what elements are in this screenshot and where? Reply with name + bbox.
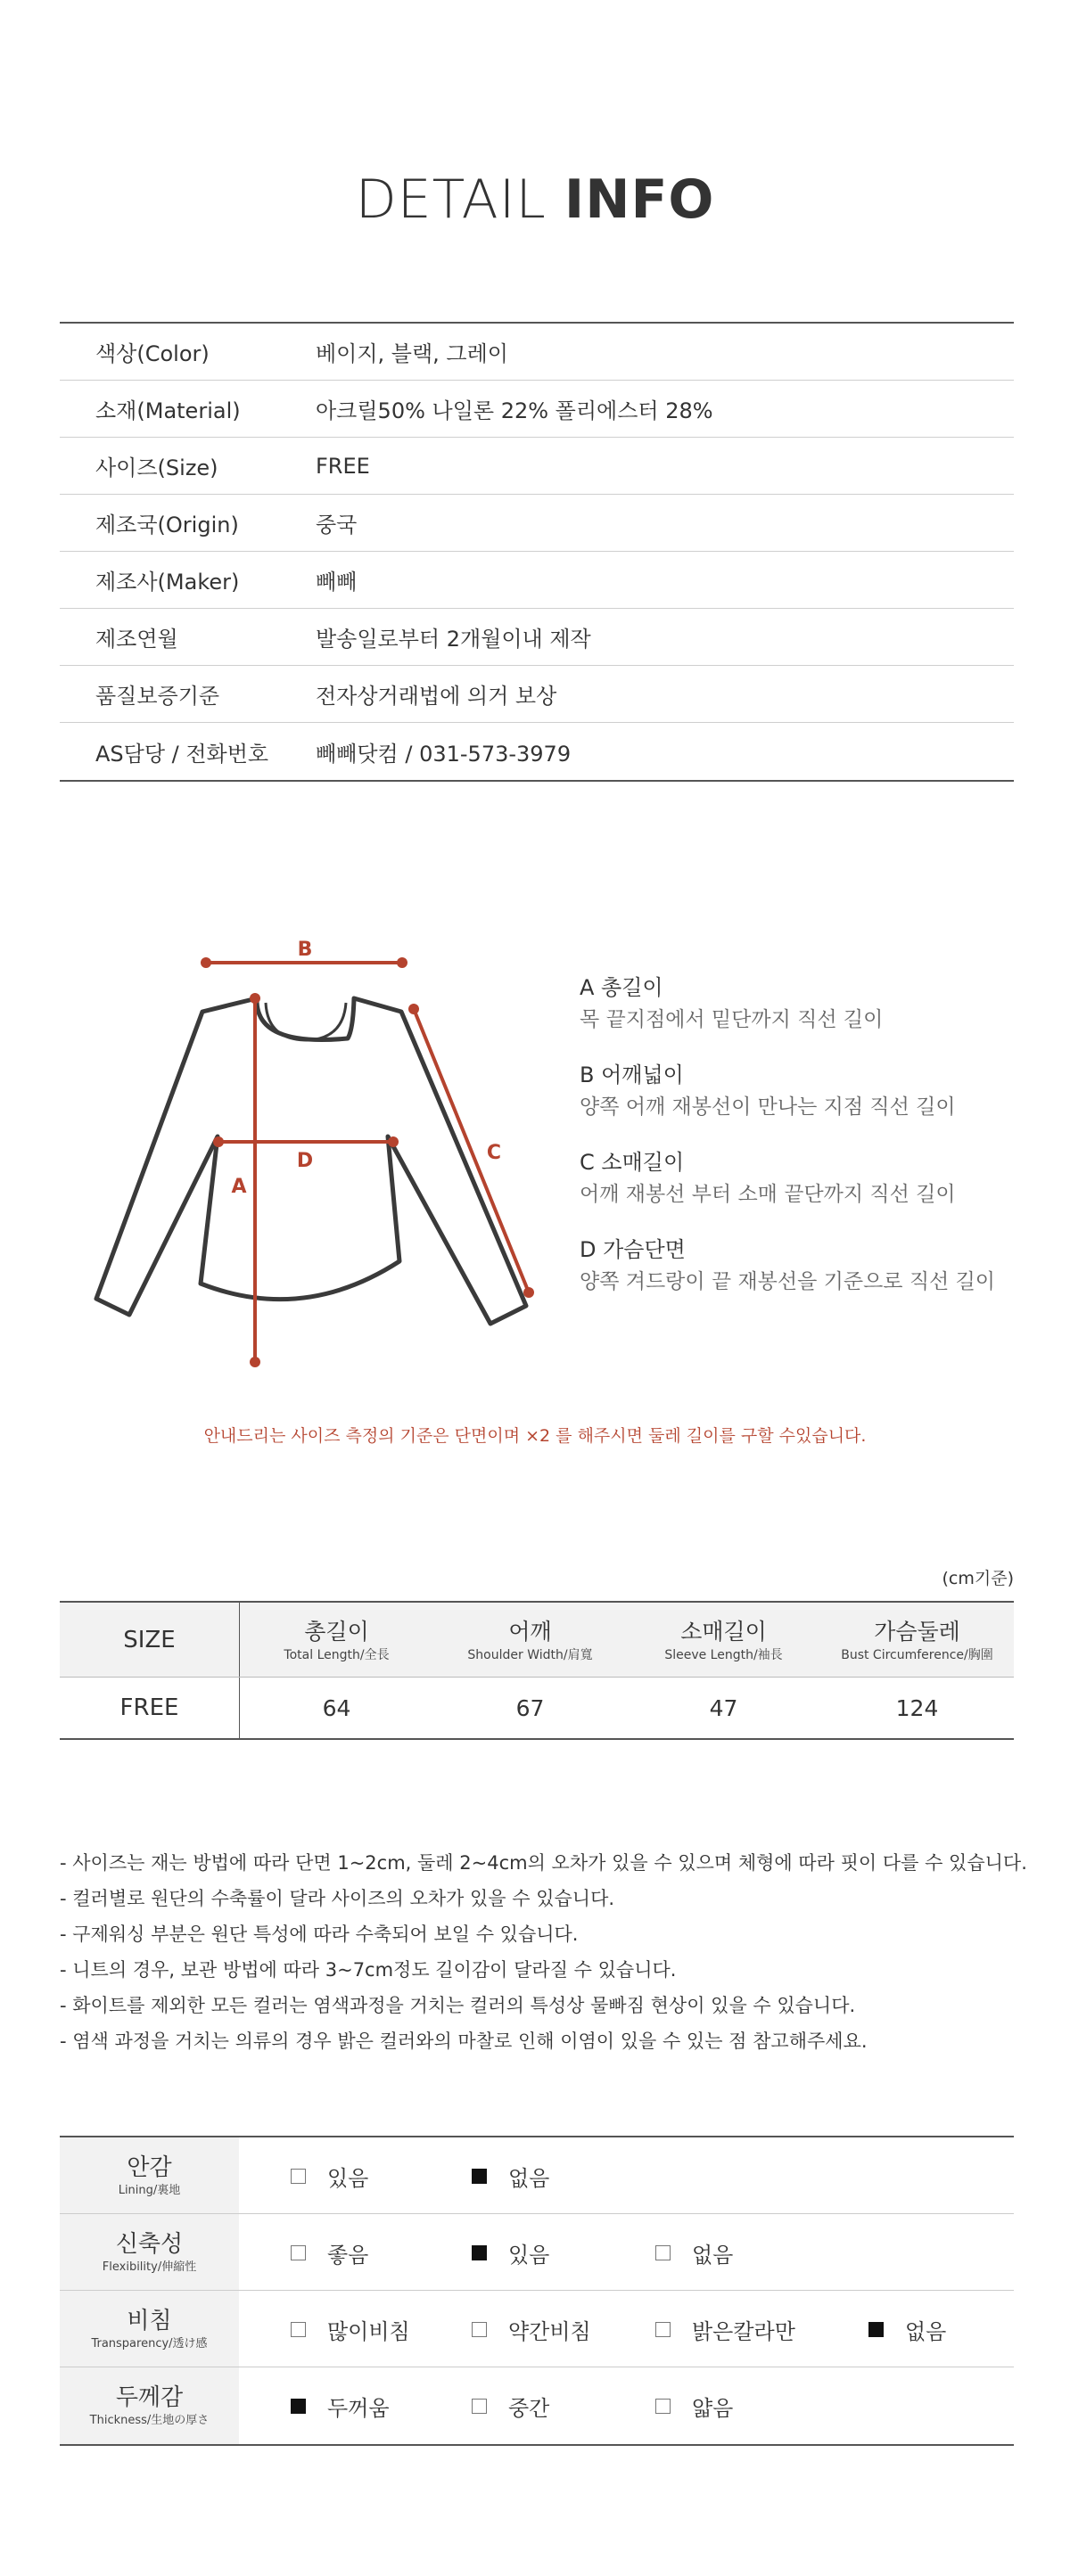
size-table-header	[60, 1603, 1014, 1678]
fabric-sub: Flexibility/伸縮性	[102, 2260, 197, 2274]
column-name: 총길이	[304, 1618, 369, 1645]
fabric-option	[291, 2291, 410, 2367]
fabric-option	[472, 2214, 549, 2291]
checkbox-checked-icon	[472, 2169, 487, 2184]
fabric-sub: Transparency/透け感	[91, 2336, 208, 2350]
fabric-sub: Lining/裏地	[118, 2183, 181, 2197]
size-notes	[60, 1845, 1067, 2059]
info-value: 아크릴50% 나일론 22% 폴리에스터 28%	[316, 398, 713, 423]
note-line: - 컬러별로 원단의 수축률이 달라 사이즈의 오차가 있을 수 있습니다.	[60, 1888, 615, 1909]
size-table	[60, 1601, 1014, 1740]
fabric-options	[239, 2367, 1014, 2444]
fabric-label	[60, 2291, 239, 2367]
product-info-table	[60, 322, 1014, 782]
column-sub: Shoulder Width/肩寬	[467, 1647, 593, 1662]
size-value: 47	[709, 1694, 738, 1721]
fabric-row	[60, 2367, 1014, 2444]
checkbox-icon	[655, 2245, 671, 2260]
fabric-name: 두께감	[115, 2384, 184, 2411]
measure-label-d: D	[296, 1150, 314, 1172]
fabric-name: 비침	[127, 2307, 172, 2334]
legend-title: D 가슴단면	[580, 1237, 686, 1262]
fabric-option	[868, 2291, 946, 2367]
info-row	[60, 723, 1014, 780]
checkbox-icon	[472, 2322, 487, 2337]
column-sub: Total Length/全長	[284, 1647, 390, 1662]
measure-label-c: C	[486, 1142, 502, 1164]
checkbox-checked-icon	[868, 2322, 884, 2337]
legend-desc: 어깨 재봉선 부터 소매 끝단까지 직선 길이	[580, 1183, 956, 1206]
info-value: 빼빼	[316, 570, 358, 595]
option-label: 있음	[508, 2242, 550, 2268]
note-line: - 화이트를 제외한 모든 컬러는 염색과정을 거치는 컬러의 특성상 물빠짐 현상이 있을 수 있습니다.	[60, 1995, 856, 2016]
fabric-options	[239, 2214, 1014, 2290]
info-row	[60, 438, 1014, 495]
legend-title: B 어깨넓이	[580, 1062, 684, 1087]
option-label: 두꺼움	[327, 2395, 390, 2421]
size-value: 124	[895, 1694, 939, 1721]
info-label: 제조사(Maker)	[95, 570, 240, 595]
measure-dot	[201, 957, 211, 968]
fabric-option	[291, 2367, 390, 2444]
note-line: - 구제워싱 부분은 원단 특성에 따라 수축되어 보일 수 있습니다.	[60, 1924, 579, 1945]
note-line: - 염색 과정을 거치는 의류의 경우 밝은 컬러와의 마찰로 인해 이염이 있을 수 있는 점 참고해주세요.	[60, 2030, 868, 2052]
measure-dot	[250, 993, 260, 1004]
fabric-option	[655, 2291, 795, 2367]
legend-title: A 총길이	[580, 975, 663, 1000]
option-label: 좋음	[327, 2242, 369, 2268]
fabric-option	[291, 2214, 368, 2291]
info-row	[60, 609, 1014, 666]
measure-dot	[408, 1004, 419, 1014]
checkbox-icon	[472, 2399, 487, 2414]
fabric-row	[60, 2291, 1014, 2367]
page-title	[0, 162, 1070, 237]
title-light: DETAIL	[355, 168, 564, 231]
size-column-header	[433, 1603, 627, 1677]
checkbox-icon	[291, 2322, 306, 2337]
size-notice: 안내드리는 사이즈 측정의 기준은 단면이며 ×2 를 해주시면 둘레 길이를 구할 수있습니다.	[203, 1426, 867, 1446]
info-label: 색상(Color)	[95, 341, 210, 366]
size-value: 67	[515, 1694, 545, 1721]
measurement-legend	[580, 972, 1043, 1321]
info-value: FREE	[316, 453, 370, 479]
size-column-header	[627, 1603, 820, 1677]
info-value: 발송일로부터 2개월이내 제작	[316, 627, 591, 652]
size-value: 64	[322, 1694, 351, 1721]
fabric-name: 안감	[127, 2154, 172, 2181]
fabric-option	[655, 2214, 733, 2291]
fabric-label	[60, 2137, 239, 2213]
checkbox-checked-icon	[291, 2399, 306, 2414]
fabric-option	[472, 2367, 549, 2444]
note-line: - 니트의 경우, 보관 방법에 따라 3~7cm정도 길이감이 달라질 수 있습니다.	[60, 1959, 677, 1981]
checkbox-icon	[655, 2399, 671, 2414]
fabric-sub: Thickness/生地の厚さ	[89, 2414, 210, 2427]
fabric-options	[239, 2137, 1014, 2213]
size-unit-label: (cm기준)	[942, 1569, 1014, 1588]
size-header-label: SIZE	[60, 1603, 240, 1677]
measure-dot	[523, 1287, 534, 1298]
legend-item	[580, 1234, 1043, 1298]
measure-line-c	[414, 1009, 529, 1292]
fabric-label	[60, 2367, 239, 2444]
fabric-properties-table	[60, 2136, 1014, 2446]
info-label: 제조연월	[95, 627, 178, 652]
garment-size-diagram	[89, 931, 562, 1377]
info-row	[60, 381, 1014, 438]
column-sub: Sleeve Length/袖長	[664, 1647, 783, 1662]
fabric-name: 신축성	[115, 2230, 184, 2258]
column-sub: Bust Circumference/胸圍	[841, 1647, 993, 1662]
legend-item	[580, 1059, 1043, 1123]
option-label: 밝은칼라만	[692, 2318, 795, 2344]
checkbox-icon	[655, 2322, 671, 2337]
column-name: 소매길이	[680, 1618, 767, 1645]
fabric-option	[655, 2367, 733, 2444]
measure-dot	[250, 1357, 260, 1367]
column-name: 가슴둘레	[874, 1618, 960, 1645]
fabric-options	[239, 2291, 1014, 2367]
info-label: 소재(Material)	[95, 398, 241, 423]
column-name: 어깨	[508, 1618, 552, 1645]
measure-label-b: B	[297, 939, 313, 961]
option-label: 있음	[327, 2165, 369, 2191]
option-label: 약간비침	[508, 2318, 591, 2344]
info-label: 품질보증기준	[95, 684, 220, 709]
info-row	[60, 324, 1014, 381]
info-label: 사이즈(Size)	[95, 455, 218, 480]
size-row-label: FREE	[60, 1678, 240, 1738]
checkbox-icon	[291, 2245, 306, 2260]
note-line: - 사이즈는 재는 방법에 따라 단면 1~2cm, 둘레 2~4cm의 오차가 있을 수 있으며 체형에 따라 핏이 다를 수 있습니다.	[60, 1852, 1027, 1874]
legend-desc: 양쪽 겨드랑이 끝 재봉선을 기준으로 직선 길이	[580, 1270, 996, 1293]
fabric-row	[60, 2214, 1014, 2291]
fabric-option	[472, 2137, 549, 2214]
checkbox-icon	[291, 2169, 306, 2184]
fabric-option	[472, 2291, 591, 2367]
option-label: 없음	[692, 2242, 734, 2268]
size-table-row	[60, 1678, 1014, 1738]
checkbox-checked-icon	[472, 2245, 487, 2260]
info-row	[60, 666, 1014, 723]
info-label: AS담당 / 전화번호	[95, 741, 269, 767]
legend-item	[580, 972, 1043, 1036]
fabric-option	[291, 2137, 368, 2214]
info-value: 전자상거래법에 의거 보상	[316, 684, 557, 709]
info-label: 제조국(Origin)	[95, 513, 239, 537]
legend-title: C 소매길이	[580, 1150, 685, 1175]
measure-dot	[388, 1136, 399, 1147]
measure-dot	[397, 957, 407, 968]
measure-dot	[213, 1136, 224, 1147]
option-label: 얇음	[692, 2395, 734, 2421]
info-value: 중국	[316, 513, 358, 537]
info-value: 베이지, 블랙, 그레이	[316, 341, 508, 366]
info-row	[60, 495, 1014, 552]
legend-item	[580, 1146, 1043, 1210]
option-label: 없음	[905, 2318, 947, 2344]
option-label: 많이비침	[327, 2318, 410, 2344]
info-value: 빼빼닷컴 / 031-573-3979	[316, 741, 572, 767]
size-column-header	[820, 1603, 1014, 1677]
option-label: 중간	[508, 2395, 550, 2421]
legend-desc: 양쪽 어깨 재봉선이 만나는 지점 직선 길이	[580, 1095, 956, 1119]
title-bold: INFO	[564, 168, 715, 231]
info-row	[60, 552, 1014, 609]
measure-label-a: A	[231, 1176, 247, 1198]
size-column-header	[240, 1603, 433, 1677]
fabric-row	[60, 2137, 1014, 2214]
option-label: 없음	[508, 2165, 550, 2191]
legend-desc: 목 끝지점에서 밑단까지 직선 길이	[580, 1008, 884, 1031]
fabric-label	[60, 2214, 239, 2290]
